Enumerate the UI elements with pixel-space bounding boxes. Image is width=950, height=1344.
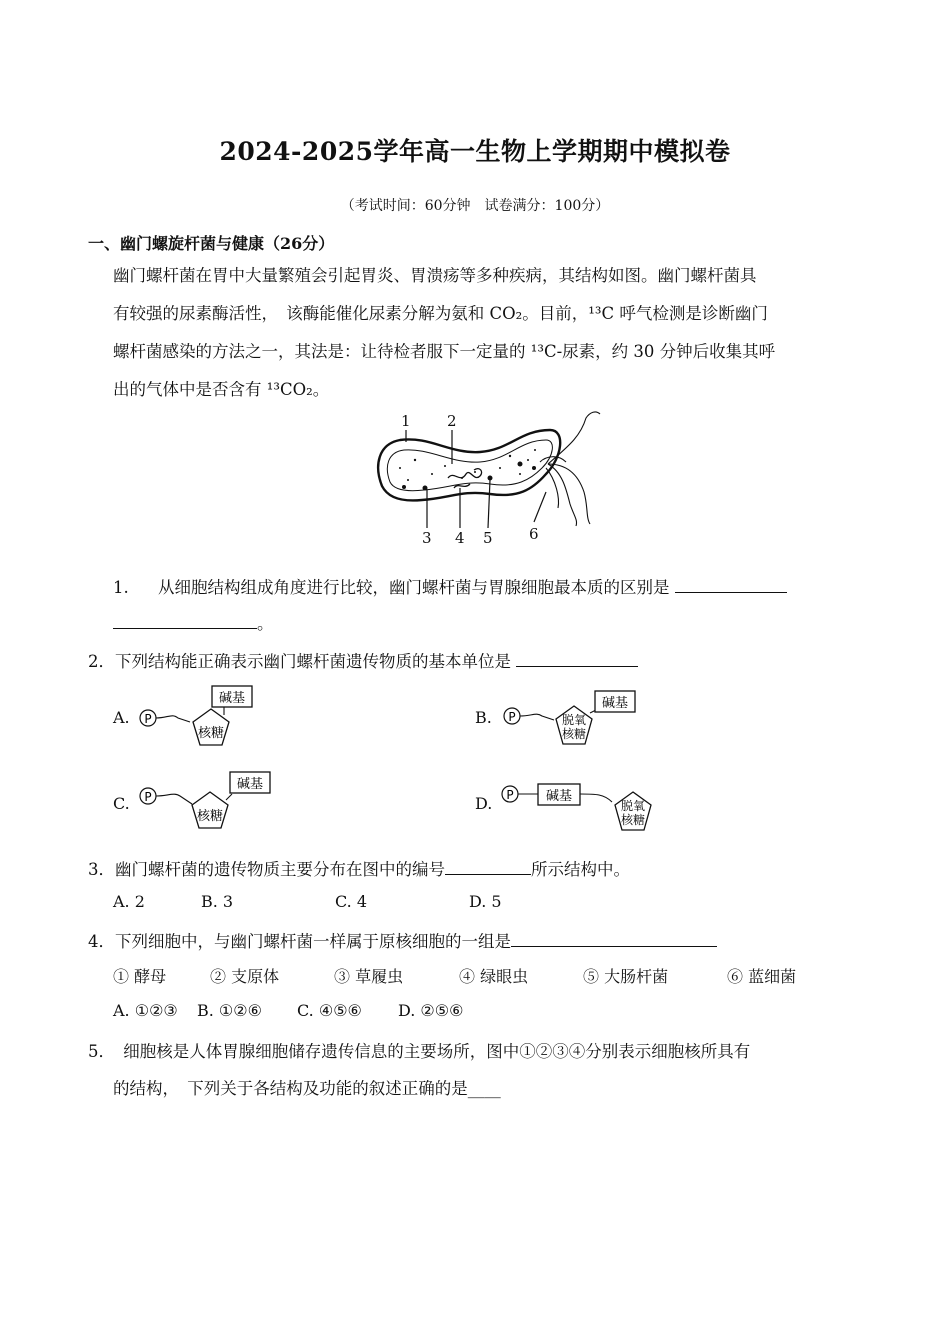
q4-option-d[interactable]: D. ②⑤⑥ — [398, 1001, 464, 1020]
nucleotide-option-d[interactable] — [500, 780, 660, 836]
question-text: 3．幽门螺杆菌的遗传物质主要分布在图中的编号 — [88, 860, 445, 879]
nucleotide-option-a[interactable] — [138, 685, 268, 751]
question-1 — [113, 574, 787, 598]
intro-line: 有较强的尿素酶活性， 该酶能催化尿素分解为氨和 CO₂。目前，¹³C 呼气检测是诊断幽门 — [113, 304, 768, 323]
section-heading: 一、幽门螺旋杆菌与健康（26分） — [88, 234, 335, 253]
question-1-cont — [113, 610, 274, 634]
q3-option-d[interactable]: D. 5 — [469, 892, 502, 911]
option-a-label[interactable]: A. — [113, 708, 130, 727]
intro-paragraph — [113, 257, 775, 409]
option-d-label[interactable]: D. — [475, 794, 493, 813]
nucleotide-option-c[interactable] — [136, 770, 276, 836]
phosphate-icon: P — [144, 790, 152, 804]
question-3 — [88, 856, 630, 880]
intro-line: 螺杆菌感染的方法之一，其法是：让待检者服下一定量的 ¹³C-尿素，约 30 分钟后收集其呼 — [113, 342, 776, 361]
sugar-label: 脱氧 — [620, 799, 646, 813]
question-text: 从细胞结构组成角度进行比较，幽门螺杆菌与胃腺细胞最本质的区别是 — [158, 578, 670, 597]
figure-label: 5 — [483, 529, 493, 547]
q4-option-a[interactable]: A. ①②③ — [113, 1001, 178, 1020]
q4-option-c[interactable]: C. ④⑤⑥ — [297, 1001, 362, 1020]
question-5-cont — [113, 1075, 501, 1099]
q4-item: ③ 草履虫 — [334, 967, 404, 986]
sugar-label: 核糖 — [197, 726, 225, 741]
option-c-label[interactable]: C. — [113, 794, 130, 813]
phosphate-icon: P — [144, 712, 152, 726]
base-label: 碱基 — [545, 789, 573, 804]
question-number: 1. — [113, 578, 129, 597]
q4-item: ⑤ 大肠杆菌 — [583, 967, 669, 986]
phosphate-icon: P — [508, 710, 516, 724]
exam-info: （考试时间：60分钟 试卷满分：100分） — [340, 198, 610, 214]
figure-label: 1 — [401, 412, 411, 430]
q3-option-c[interactable]: C. 4 — [335, 892, 368, 911]
base-label: 碱基 — [601, 696, 629, 711]
figure-label: 2 — [447, 412, 457, 430]
nucleotide-option-b[interactable] — [500, 688, 640, 750]
bacterium-figure — [370, 408, 610, 550]
question-text: 2．下列结构能正确表示幽门螺杆菌遗传物质的基本单位是 — [88, 652, 511, 671]
sugar-label: 核糖 — [561, 727, 587, 741]
intro-line: 出的气体中是否含有 ¹³CO₂。 — [113, 380, 330, 399]
page-title: 2024-2025学年高一生物上学期期中模拟卷 — [219, 137, 731, 166]
q3-option-a[interactable]: A. 2 — [113, 892, 145, 911]
q4-item: ④ 绿眼虫 — [459, 967, 529, 986]
answer-blank[interactable] — [675, 574, 787, 593]
question-text: 4．下列细胞中，与幽门螺杆菌一样属于原核细胞的一组是 — [88, 932, 511, 951]
figure-label: 4 — [455, 529, 465, 547]
q4-option-b[interactable]: B. ①②⑥ — [197, 1001, 262, 1020]
sugar-label: 核糖 — [620, 813, 646, 827]
intro-line: 幽门螺杆菌在胃中大量繁殖会引起胃炎、胃溃疡等多种疾病，其结构如图。幽门螺杆菌具 — [113, 266, 757, 285]
question-end: 。 — [257, 614, 274, 633]
sugar-label: 核糖 — [196, 809, 224, 824]
q4-item: ⑥ 蓝细菌 — [727, 967, 797, 986]
question-4 — [88, 928, 717, 952]
answer-blank[interactable] — [511, 928, 717, 947]
figure-label: 6 — [529, 525, 539, 543]
figure-label: 3 — [422, 529, 432, 547]
phosphate-icon: P — [506, 788, 514, 802]
question-5: 5． 细胞核是人体胃腺细胞储存遗传信息的主要场所，图中①②③④分别表示细胞核所具有 — [88, 1042, 751, 1061]
q3-option-b[interactable]: B. 3 — [201, 892, 234, 911]
base-label: 碱基 — [218, 691, 246, 706]
option-b-label[interactable]: B. — [475, 708, 492, 727]
answer-blank[interactable]: ____ — [467, 1079, 501, 1098]
question-2 — [88, 648, 638, 672]
answer-blank[interactable] — [113, 610, 257, 629]
base-label: 碱基 — [236, 777, 264, 792]
question-text: 的结构， 下列关于各结构及功能的叙述正确的是 — [113, 1079, 468, 1098]
q4-item: ① 酵母 — [113, 967, 167, 986]
answer-blank[interactable] — [516, 648, 638, 667]
answer-blank[interactable] — [445, 856, 531, 875]
sugar-label: 脱氧 — [561, 713, 587, 727]
q4-item: ② 支原体 — [210, 967, 280, 986]
question-text: 所示结构中。 — [531, 860, 630, 879]
